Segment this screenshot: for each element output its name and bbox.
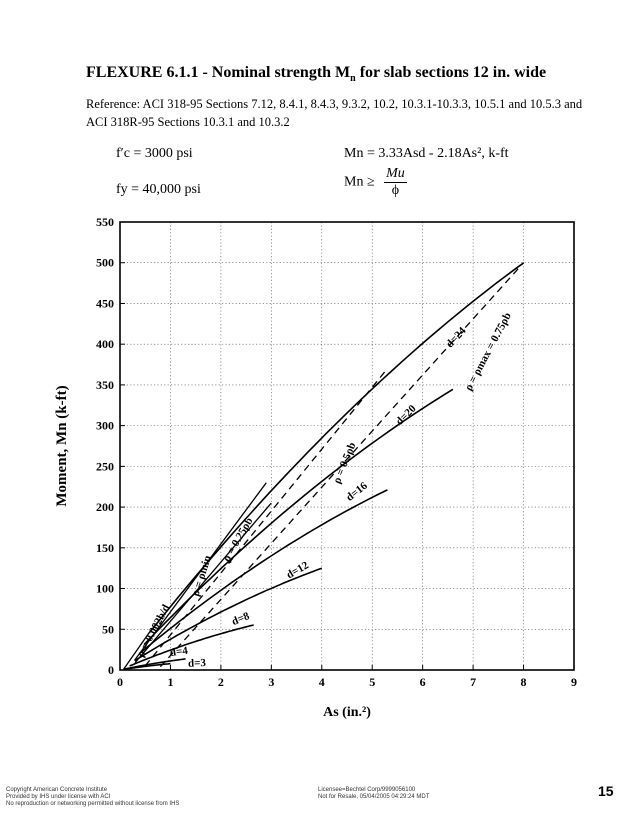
y-tick-label: 50 — [102, 622, 114, 637]
y-tick-label: 450 — [96, 296, 114, 311]
x-tick-label: 3 — [268, 675, 275, 689]
y-axis-title: Moment, Mn (k-ft) — [54, 385, 70, 507]
footer-copyright: Copyright American Concrete Institute — [6, 787, 108, 793]
x-tick-label: 4 — [318, 675, 325, 689]
label-d3: d=3 — [187, 657, 207, 670]
x-tick-label: 8 — [520, 675, 527, 689]
label-d24: d=24 — [443, 325, 469, 351]
fc-formula: f′c = 3000 psi — [116, 146, 193, 161]
footer-left — [6, 787, 179, 808]
label-d8: d=8 — [230, 610, 252, 628]
footer-license: No reproduction or networking permitted without license from IHS — [6, 801, 180, 807]
reference-text: Reference: ACI 318-95 Sections 7.12, 8.4.1, 8.4.3, 9.3.2, 10.2, 10.3.1-10.3.3, 10.5.1 and 10.5.3 and ACI 318R-95 Sections 10.3.1 and 10.3.2 — [86, 97, 583, 129]
x-tick-label: 0 — [117, 675, 123, 689]
footer-provider: Provided by IHS under license with ACI — [6, 794, 111, 800]
x-tick-label: 2 — [217, 675, 224, 689]
series-line-d-20 — [144, 389, 453, 644]
mn-numerator: Mu — [386, 166, 405, 181]
x-tick-label: 5 — [369, 675, 376, 689]
label-rho-min: ρ = ρmin — [189, 554, 214, 598]
label-d4: d=4 — [169, 644, 189, 660]
title-subscript: n — [350, 73, 356, 85]
label-rho-025b: ρ = 0.25ρb — [220, 515, 256, 564]
y-tick-label: 350 — [96, 377, 114, 392]
page-number: 15 — [598, 783, 614, 799]
x-tick-label: 6 — [419, 675, 426, 689]
x-axis-title: As (in.²) — [323, 705, 371, 720]
label-d12: d=12 — [284, 559, 311, 582]
y-tick-label: 0 — [108, 663, 114, 677]
y-tick-label: 200 — [96, 500, 114, 515]
x-tick-label: 1 — [167, 675, 174, 689]
label-rho-max: ρ = ρmax = 0.75ρb — [462, 310, 514, 393]
fy-formula: fy = 40,000 psi — [116, 182, 201, 197]
mn-inequality-left: Mn ≥ — [344, 174, 375, 190]
y-tick-label: 150 — [96, 540, 114, 555]
title-main: FLEXURE 6.1.1 - Nominal strength M — [86, 64, 351, 81]
y-tick-label: 100 — [96, 581, 114, 596]
x-tick-label: 7 — [470, 675, 477, 689]
label-d16: d=16 — [343, 479, 370, 504]
y-tick-label: 400 — [96, 337, 114, 352]
y-tick-label: 300 — [96, 418, 114, 433]
y-tick-label: 550 — [96, 215, 114, 229]
boundary-line-3 — [145, 369, 387, 666]
label-d20: d=20 — [393, 402, 419, 428]
title-tail: for slab sections 12 in. wide — [355, 64, 547, 81]
footer-licensee — [318, 787, 429, 801]
label-rho-0002bd: ρ = 0.002b/d — [134, 602, 173, 660]
footer-licensee-line: Licensee=Bechtel Corp/9999056100 — [318, 787, 416, 793]
mn-denominator: ϕ — [391, 183, 400, 198]
y-tick-label: 250 — [96, 459, 114, 474]
x-tick-label: 9 — [571, 675, 577, 689]
footer-resale-line: Not for Resale, 05/04/2005 04:29:24 MDT — [318, 794, 430, 800]
y-tick-label: 500 — [96, 255, 114, 270]
label-rho-05b: ρ = 0.5ρb — [331, 440, 359, 486]
mn-equation: Mn = 3.33Asd - 2.18As², k-ft — [344, 146, 509, 161]
